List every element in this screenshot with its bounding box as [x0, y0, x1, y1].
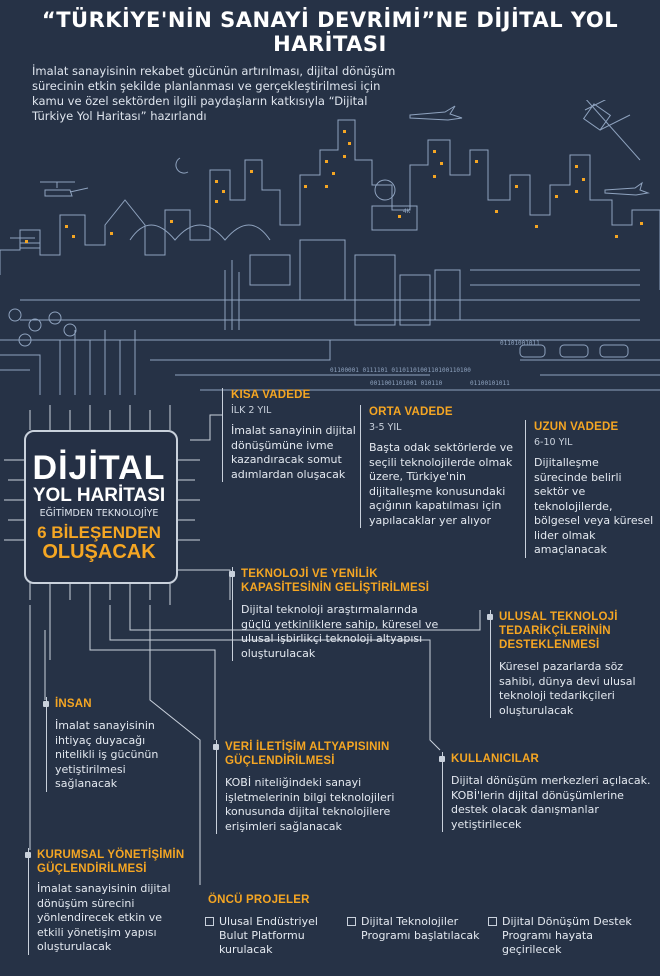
pioneer-item-text: Ulusal Endüstriyel Bulut Platformu kurulacak — [219, 915, 318, 956]
pioneer-item — [347, 915, 481, 943]
chip-label — [24, 450, 174, 563]
tech-capacity-heading: TEKNOLOJİ VE YENİLİK — [241, 568, 378, 580]
data-infra-body: KOBİ niteliğindeki sanayi işletmelerinin bilgi teknolojileri konusunda dijital teknolojilere erişimleri sağlanacak — [225, 776, 395, 833]
long-term-heading: UZUN VADEDE — [534, 421, 619, 433]
short-term-block — [222, 388, 361, 482]
binary-text: 01101001011 — [500, 340, 540, 347]
data-infra-heading-2: GÜÇLENDİRİLMESİ — [225, 755, 335, 767]
users-body: Dijital dönüşüm merkezleri açılacak. KOBİ'lerin dijital dönüşümlerine destek olacak danışmanlar yetiştirilecek — [451, 774, 651, 831]
pioneer-item — [205, 915, 339, 957]
chip-subtitle: YOL HARİTASI — [32, 485, 166, 506]
tech-capacity-body: Dijital teknoloji araştırmalarında güçlü yetkinliklere sahip, küresel ve ulusal işbirlikçi teknoloji altyapısı oluşturulacak — [241, 603, 439, 660]
short-term-body: İmalat sanayinin dijital dönüşümüne ivme kazandıracak somut adımlardan oluşacak — [231, 424, 356, 481]
governance-block — [28, 848, 187, 955]
pioneer-item-text: Dijital Dönüşüm Destek Programı hayata geçirilecek — [502, 915, 632, 956]
long-term-period: 6-10 YIL — [534, 437, 573, 448]
human-body: İmalat sanayisinin ihtiyaç duyacağı nitelikli iş gücünün yetiştirilmesi sağlanacak — [55, 719, 159, 790]
chip-tagline: EĞİTİMDEN TEKNOLOJİYE — [39, 508, 159, 519]
tech-capacity-heading-2: KAPASİTESİNİN GELİŞTİRİLMESİ — [241, 582, 430, 594]
chip-count: 6 BİLEŞENDEN — [37, 523, 161, 542]
governance-heading: KURUMSAL YÖNETİŞİMİN — [37, 849, 185, 861]
mid-term-body: Başta odak sektörlerde ve seçili teknolojilerde olmak üzere, Türkiye'nin dijitalleşme konusundaki açığının kapatılması için yapılacaklar yer alıyor — [369, 441, 513, 527]
binary-text: 01100101011 — [470, 380, 510, 387]
short-term-heading: KISA VADEDE — [231, 389, 311, 401]
mid-term-block — [360, 405, 519, 528]
users-heading: KULLANICILAR — [451, 753, 539, 765]
human-heading: İNSAN — [55, 698, 92, 710]
suppliers-heading: ULUSAL TEKNOLOJİ — [499, 611, 618, 623]
mid-term-period: 3-5 YIL — [369, 422, 402, 433]
long-term-body: Dijitalleşme sürecinde belirli sektör ve teknolojilerde, bölgesel veya küresel lider olmak amaçlanacak — [534, 456, 654, 556]
chip-title: DİJİTAL — [32, 449, 166, 487]
chip-count-suffix: OLUŞACAK — [42, 541, 156, 563]
human-block — [46, 697, 185, 792]
pioneer-item-text: Dijital Teknolojiler Programı başlatılacak — [361, 915, 480, 942]
long-term-block — [525, 420, 654, 558]
mid-term-heading: ORTA VADEDE — [369, 406, 453, 418]
suppliers-heading-2: TEDARİKÇİLERİNİN — [499, 625, 611, 637]
screen-label: 4K — [403, 208, 411, 215]
data-infra-block — [216, 740, 425, 834]
suppliers-block — [490, 610, 659, 718]
short-term-period: İLK 2 YIL — [231, 405, 272, 416]
binary-text: 01100001 0111101 0110110100110100110100 — [330, 367, 471, 374]
governance-heading-2: GÜÇLENDİRİLMESİ — [37, 863, 147, 875]
pioneer-heading: ÖNCÜ PROJELER — [208, 894, 310, 906]
square-bullet-icon — [488, 917, 497, 926]
users-block — [442, 752, 651, 832]
page-title: “TÜRKİYE'NİN SANAYİ DEVRİMİ”NE DİJİTAL YOL HARİTASI — [41, 8, 619, 56]
tech-capacity-block — [232, 567, 441, 661]
suppliers-body: Küresel pazarlarda söz sahibi, dünya devi ulusal teknoloji tedarikçileri oluşturulacak — [499, 660, 636, 717]
square-bullet-icon — [205, 917, 214, 926]
binary-text: 0011001101001 010110 — [370, 380, 443, 387]
square-bullet-icon — [347, 917, 356, 926]
suppliers-heading-3: DESTEKLENMESİ — [499, 639, 600, 651]
intro-text: İmalat sanayisinin rekabet gücünün artırılması, dijital dönüşüm sürecinin etkin şekilde planlanması ve gerçekleştirilmesi için kamu ve özel sektörden ilgili paydaşların katkısıyla “Dijital Türkiye Yol Haritası” hazırlandı — [32, 64, 396, 123]
data-infra-heading: VERİ İLETİŞİM ALTYAPISININ — [225, 741, 390, 753]
pioneer-item — [488, 915, 632, 957]
governance-body: İmalat sanayisinin dijital dönüşüm sürecini yönlendirecek etkin ve etkili yönetişim yapısı oluşturulacak — [37, 882, 171, 953]
